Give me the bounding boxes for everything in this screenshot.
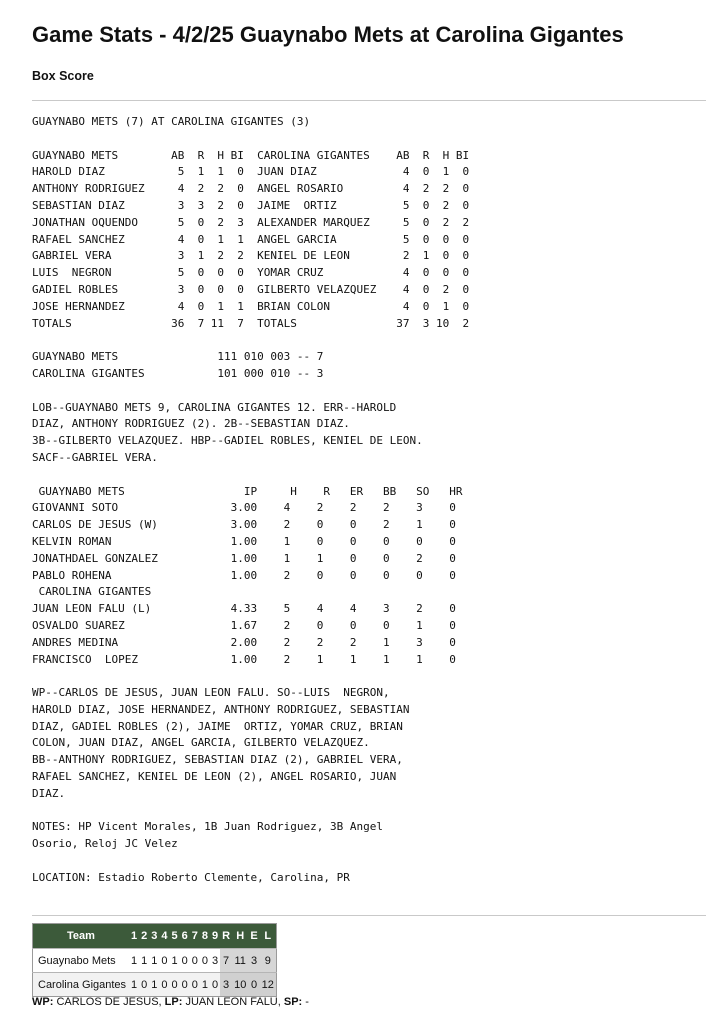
top-divider xyxy=(32,100,706,101)
box-score-line: DIAZ, ANTHONY RODRIGUEZ (2). 2B--SEBASTIAN DIAZ. xyxy=(32,417,350,431)
linescore-inning-cell: 0 xyxy=(210,973,220,997)
linescore-lob-cell: 9 xyxy=(260,949,277,973)
box-score-line: GIOVANNI SOTO 3.00 4 2 2 2 3 0 xyxy=(32,501,456,515)
box-score-line: ANDRES MEDINA 2.00 2 2 2 1 3 0 xyxy=(32,635,456,649)
linescore-team-name: Guaynabo Mets xyxy=(33,949,130,973)
box-score-line: SACF--GABRIEL VERA. xyxy=(32,450,158,464)
linescore-inning-cell: 0 xyxy=(190,949,200,973)
linescore-errors-cell: 3 xyxy=(248,949,259,973)
linescore-inning-cell: 0 xyxy=(159,949,169,973)
linescore-inning-cell: 1 xyxy=(129,973,139,997)
linescore-table xyxy=(32,923,277,997)
linescore-header-inning: 3 xyxy=(149,924,159,949)
linescore-inning-cell: 1 xyxy=(149,949,159,973)
box-score-line: GABRIEL VERA 3 1 2 2 KENIEL DE LEON 2 1 0 0 xyxy=(32,249,470,263)
linescore-inning-cell: 0 xyxy=(139,973,149,997)
box-score-line xyxy=(32,853,469,870)
linescore-inning-cell: 0 xyxy=(190,973,200,997)
linescore-header-inning: 8 xyxy=(200,924,210,949)
linescore-inning-cell: 0 xyxy=(180,973,190,997)
linescore-hits-cell: 11 xyxy=(232,949,248,973)
box-score-line: GUAYNABO METS (7) AT CAROLINA GIGANTES (3) xyxy=(32,115,311,128)
box-score-line: GUAYNABO METS 111 010 003 -- 7 xyxy=(32,350,324,364)
linescore-row-carolina xyxy=(33,973,277,997)
linescore-inning-cell: 0 xyxy=(200,949,210,973)
box-score-line: NOTES: HP Vicent Morales, 1B Juan Rodriguez, 3B Angel xyxy=(32,820,383,834)
linescore-header-inning: 4 xyxy=(159,924,169,949)
linescore-lob-cell: 12 xyxy=(260,973,277,997)
bottom-divider xyxy=(32,915,706,916)
box-score-line xyxy=(32,383,469,400)
linescore-inning-cell: 1 xyxy=(129,949,139,973)
linescore-inning-cell: 1 xyxy=(170,949,180,973)
sp-value: - xyxy=(302,996,309,1008)
box-score-line: LUIS NEGRON 5 0 0 0 YOMAR CRUZ 4 0 0 0 xyxy=(32,266,470,280)
box-score-line: JONATHAN OQUENDO 5 0 2 3 ALEXANDER MARQUEZ 5 0 2 2 xyxy=(32,215,470,229)
box-score-line: KELVIN ROMAN 1.00 1 0 0 0 0 0 xyxy=(32,534,456,548)
linescore-header-inning: 2 xyxy=(139,924,149,949)
box-score-line xyxy=(32,131,469,148)
box-score-line: WP--CARLOS DE JESUS, JUAN LEON FALU. SO--LUIS NEGRON, xyxy=(32,686,390,700)
linescore-runs-cell: 7 xyxy=(220,949,232,973)
box-score-heading: Box Score xyxy=(32,69,94,83)
box-score-line: LOB--GUAYNABO METS 9, CAROLINA GIGANTES 12. ERR--HAROLD xyxy=(32,400,397,414)
linescore-header-errors: E xyxy=(248,924,259,949)
box-score-line: DIAZ, GADIEL ROBLES (2), JAIME ORTIZ, YOMAR CRUZ, BRIAN xyxy=(32,719,403,733)
linescore-inning-cell: 0 xyxy=(159,973,169,997)
box-score-line: JOSE HERNANDEZ 4 0 1 1 BRIAN COLON 4 0 1 0 xyxy=(32,299,470,313)
box-score-line: ANTHONY RODRIGUEZ 4 2 2 0 ANGEL ROSARIO 4 2 2 0 xyxy=(32,182,470,196)
box-score-line: JUAN LEON FALU (L) 4.33 5 4 4 3 2 0 xyxy=(32,602,456,616)
linescore-header-team: Team xyxy=(33,924,130,949)
box-score-line: HAROLD DIAZ 5 1 1 0 JUAN DIAZ 4 0 1 0 xyxy=(32,165,470,179)
linescore-row-guaynabo xyxy=(33,949,277,973)
box-score-line: COLON, JUAN DIAZ, ANGEL GARCIA, GILBERTO VELAZQUEZ. xyxy=(32,736,370,750)
box-score-text xyxy=(32,114,469,887)
box-score-line: 3B--GILBERTO VELAZQUEZ. HBP--GADIEL ROBLES, KENIEL DE LEON. xyxy=(32,434,423,448)
linescore-inning-cell: 3 xyxy=(210,949,220,973)
linescore-header-runs: R xyxy=(220,924,232,949)
linescore-header-inning: 9 xyxy=(210,924,220,949)
box-score-line: GUAYNABO METS AB R H BI CAROLINA GIGANTES AB R H BI xyxy=(32,148,470,162)
box-score-line: TOTALS 36 7 11 7 TOTALS 37 3 10 2 xyxy=(32,316,470,330)
box-score-line: DIAZ. xyxy=(32,786,66,800)
linescore-errors-cell: 0 xyxy=(248,973,259,997)
linescore-hits-cell: 10 xyxy=(232,973,248,997)
linescore-header-inning: 6 xyxy=(180,924,190,949)
box-score-line xyxy=(32,332,469,349)
linescore-header-hits: H xyxy=(232,924,248,949)
linescore-inning-cell: 1 xyxy=(149,973,159,997)
box-score-line: SEBASTIAN DIAZ 3 3 2 0 JAIME ORTIZ 5 0 2 0 xyxy=(32,198,470,212)
box-score-line: CAROLINA GIGANTES 101 000 010 -- 3 xyxy=(32,366,324,380)
box-score-line xyxy=(32,668,469,685)
box-score-line: FRANCISCO LOPEZ 1.00 2 1 1 1 1 0 xyxy=(32,652,456,666)
wp-value: CARLOS DE JESUS, xyxy=(53,996,165,1008)
box-score-line: BB--ANTHONY RODRIGUEZ, SEBASTIAN DIAZ (2), GABRIEL VERA, xyxy=(32,753,403,767)
box-score-line: RAFAEL SANCHEZ, KENIEL DE LEON (2), ANGEL ROSARIO, JUAN xyxy=(32,770,397,784)
lp-label: LP: xyxy=(164,996,183,1008)
box-score-line: GUAYNABO METS IP H R ER BB SO HR xyxy=(32,484,463,498)
box-score-line: JONATHDAEL GONZALEZ 1.00 1 1 0 0 2 0 xyxy=(32,551,456,565)
box-score-line: OSVALDO SUAREZ 1.67 2 0 0 0 1 0 xyxy=(32,618,456,632)
box-score-line: LOCATION: Estadio Roberto Clemente, Carolina, PR xyxy=(32,870,350,884)
box-score-line xyxy=(32,803,469,820)
box-score-line: GADIEL ROBLES 3 0 0 0 GILBERTO VELAZQUEZ 4 0 2 0 xyxy=(32,282,470,296)
linescore-header-inning: 5 xyxy=(170,924,180,949)
linescore-runs-cell: 3 xyxy=(220,973,232,997)
box-score-line: HAROLD DIAZ, JOSE HERNANDEZ, ANTHONY RODRIGUEZ, SEBASTIAN xyxy=(32,702,410,716)
box-score-line: PABLO ROHENA 1.00 2 0 0 0 0 0 xyxy=(32,568,456,582)
linescore-inning-cell: 1 xyxy=(139,949,149,973)
linescore-inning-cell: 0 xyxy=(170,973,180,997)
wp-label: WP: xyxy=(32,996,54,1008)
linescore-header-lob: L xyxy=(260,924,277,949)
linescore-header-inning: 7 xyxy=(190,924,200,949)
box-score-line xyxy=(32,467,469,484)
linescore-header-row xyxy=(33,924,277,949)
linescore-inning-cell: 0 xyxy=(180,949,190,973)
pitching-decisions xyxy=(32,996,309,1008)
linescore-inning-cell: 1 xyxy=(200,973,210,997)
sp-label: SP: xyxy=(283,996,303,1008)
box-score-line: CAROLINA GIGANTES xyxy=(32,585,152,599)
box-score-line: RAFAEL SANCHEZ 4 0 1 1 ANGEL GARCIA 5 0 0 0 xyxy=(32,232,470,246)
lp-value: JUAN LEON FALU, xyxy=(182,996,284,1008)
page-title: Game Stats - 4/2/25 Guaynabo Mets at Carolina Gigantes xyxy=(32,22,624,47)
box-score-line: Osorio, Reloj JC Velez xyxy=(32,837,178,851)
linescore-header-inning: 1 xyxy=(129,924,139,949)
linescore-team-name: Carolina Gigantes xyxy=(33,973,130,997)
box-score-line: CARLOS DE JESUS (W) 3.00 2 0 0 2 1 0 xyxy=(32,518,456,532)
